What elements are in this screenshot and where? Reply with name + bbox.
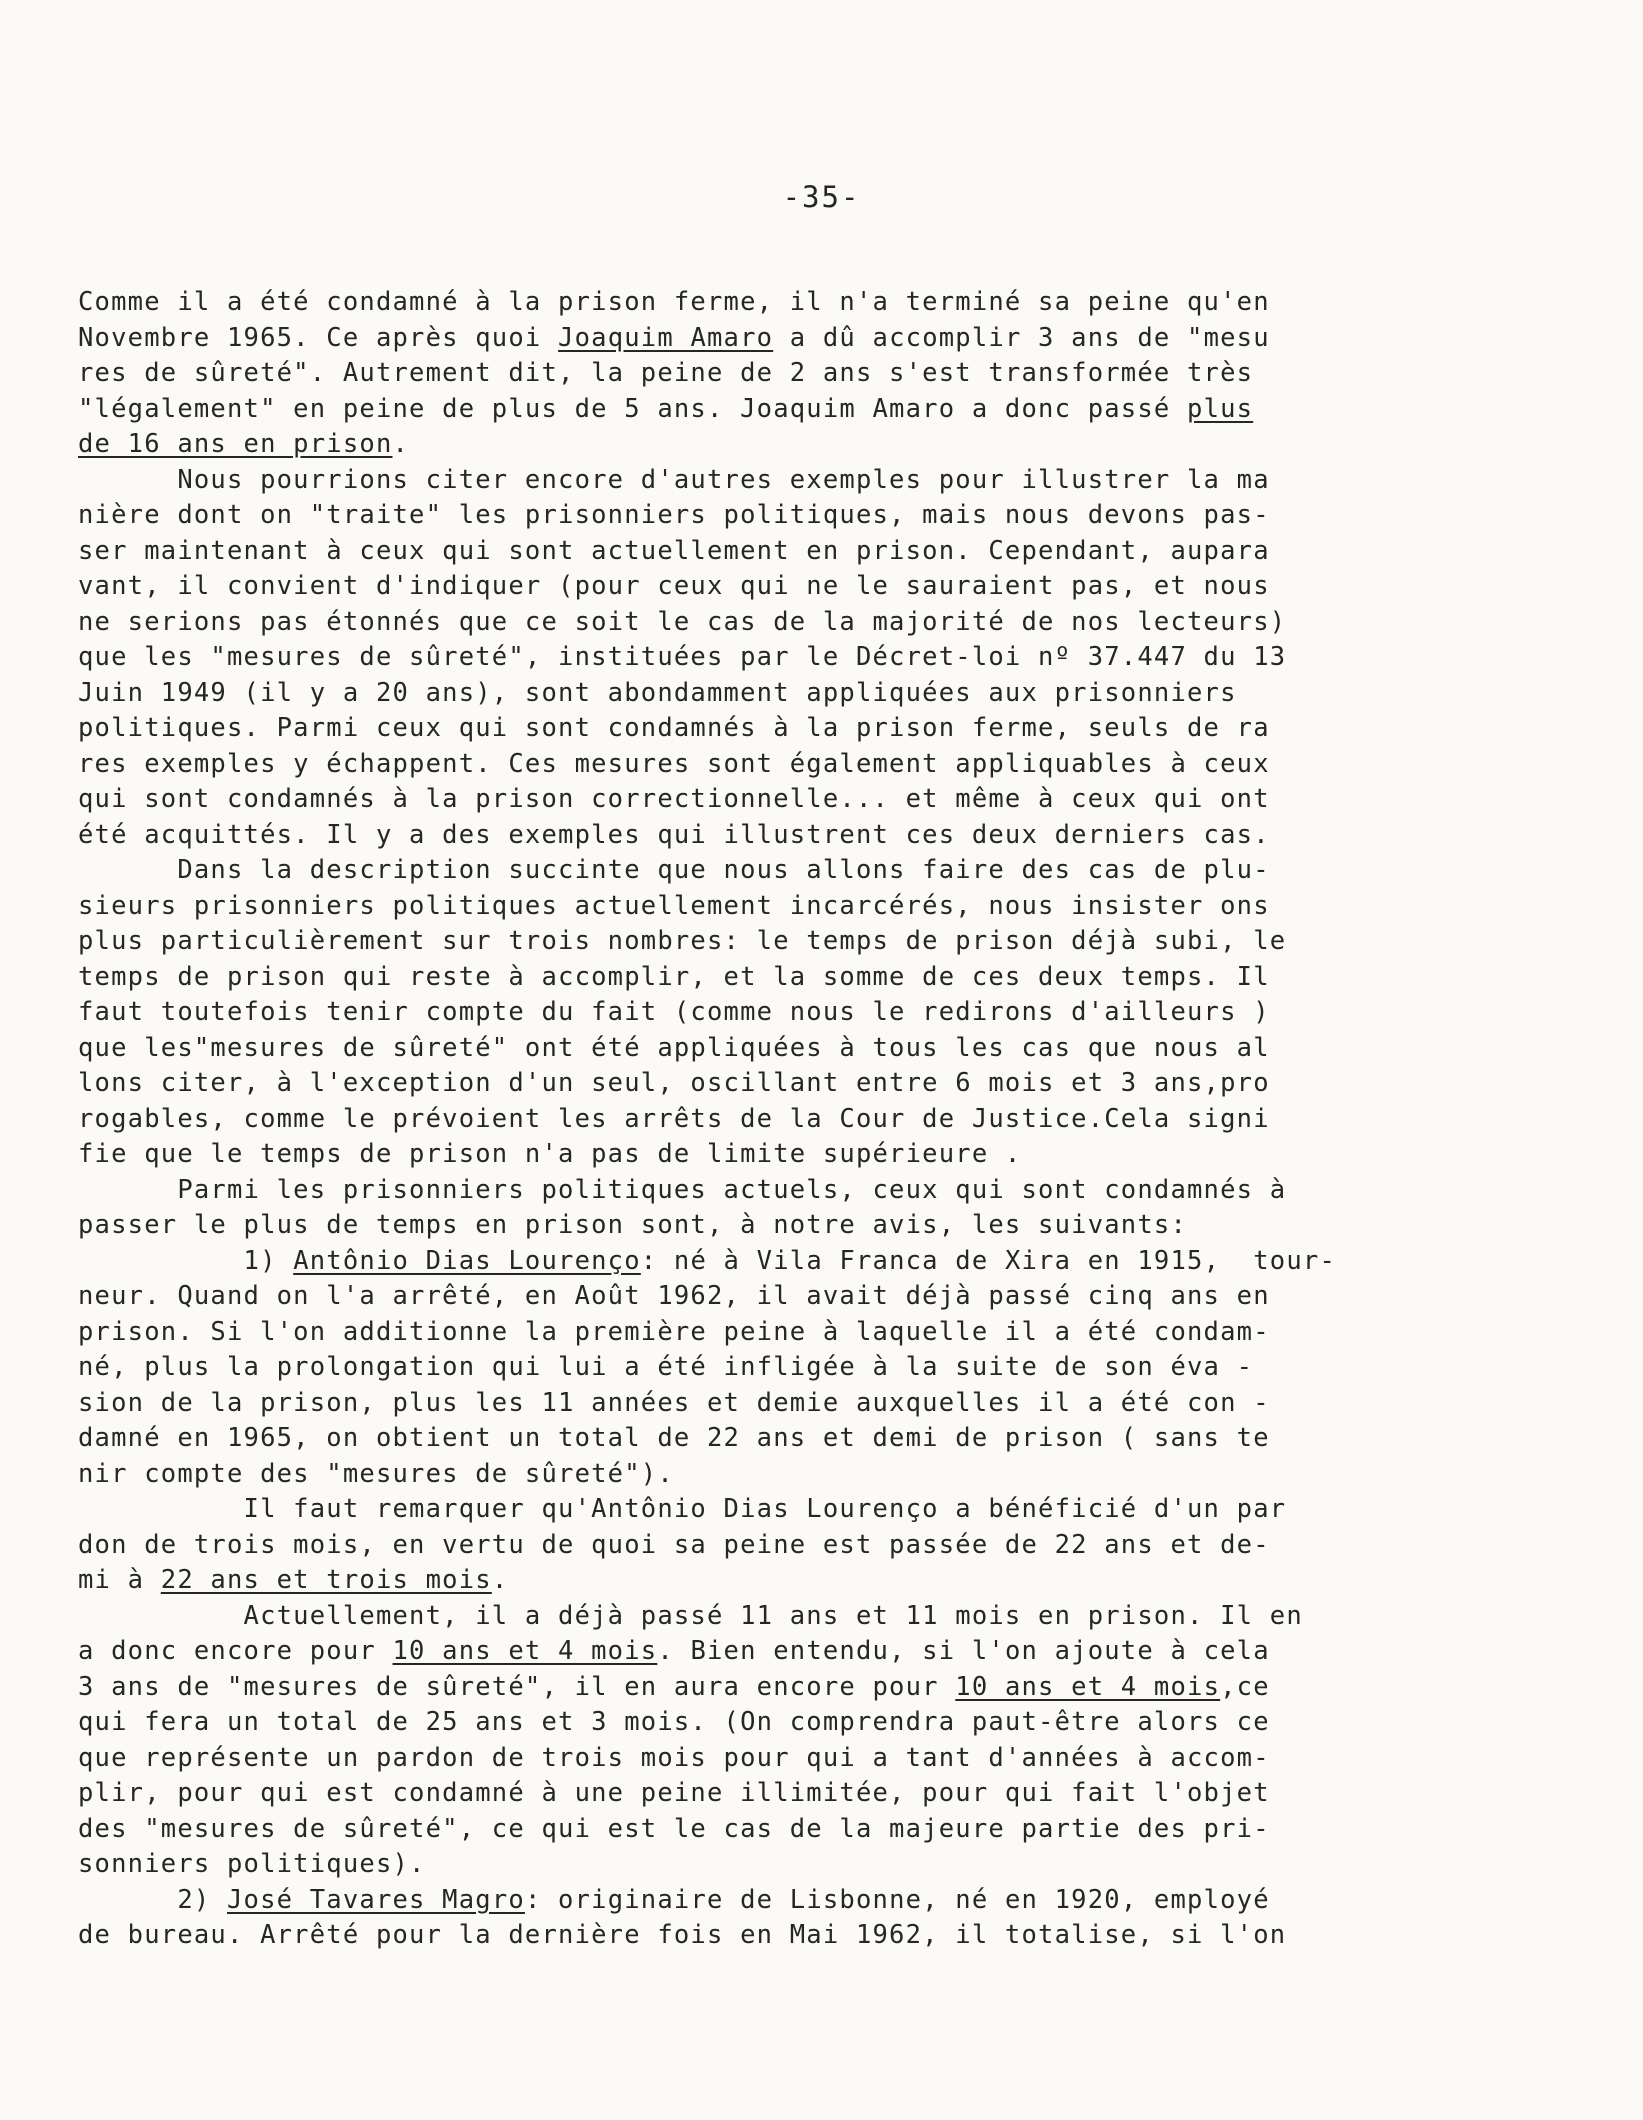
text-segment: que les "mesures de sûreté", instituées par le Décret-loi nº 37.447 du 13 bbox=[78, 642, 1287, 672]
underlined-text: 10 ans et 4 mois bbox=[955, 1671, 1221, 1702]
text-line bbox=[78, 1066, 1548, 1102]
text-line bbox=[78, 1847, 1548, 1883]
text-segment: temps de prison qui reste à accomplir, et la somme de ces deux temps. Il bbox=[78, 961, 1270, 992]
text-line bbox=[78, 1812, 1548, 1848]
text-line bbox=[78, 1457, 1548, 1493]
text-segment: Juin 1949 (il y a 20 ans), sont abondamment appliquées aux prisonniers bbox=[78, 677, 1237, 708]
text-line bbox=[78, 1705, 1548, 1741]
text-segment: res de sûreté". Autrement dit, la peine de 2 ans s'est transformée très bbox=[78, 358, 1254, 388]
page-number: -35- bbox=[782, 180, 861, 214]
text-segment: passer le plus de temps en prison sont, à notre avis, les suivants: bbox=[78, 1210, 1188, 1240]
text-segment: rogables, comme le prévoient les arrêts de la Cour de Justice.Cela signi bbox=[78, 1103, 1270, 1134]
text-line bbox=[78, 534, 1548, 570]
text-line bbox=[78, 392, 1548, 428]
text-line bbox=[78, 498, 1548, 534]
text-line bbox=[78, 1634, 1548, 1670]
underlined-text: de 16 ans en prison bbox=[78, 429, 393, 459]
text-line bbox=[78, 356, 1548, 392]
text-line bbox=[78, 569, 1548, 605]
text-line bbox=[78, 1741, 1548, 1777]
text-line bbox=[78, 427, 1548, 463]
text-segment: . bbox=[392, 429, 410, 459]
text-segment: nir compte des "mesures de sûreté"). bbox=[78, 1458, 674, 1489]
underlined-text: plus bbox=[1187, 393, 1254, 424]
text-line bbox=[78, 960, 1548, 996]
text-segment: faut toutefois tenir compte du fait (comme nous le redirons d'ailleurs ) bbox=[78, 997, 1270, 1027]
text-segment: vant, il convient d'indiquer (pour ceux qui ne le sauraient pas, et nous bbox=[78, 571, 1270, 601]
text-segment: Actuellement, il a déjà passé 11 ans et 11 mois en prison. Il en bbox=[78, 1600, 1303, 1631]
text-segment: plir, pour qui est condamné à une peine illimitée, pour qui fait l'objet bbox=[78, 1778, 1270, 1808]
text-segment: . bbox=[491, 1565, 509, 1595]
text-line bbox=[78, 676, 1548, 712]
text-segment: qui sont condamnés à la prison correctionnelle... et même à ceux qui ont bbox=[78, 784, 1270, 814]
text-segment: que les"mesures de sûreté" ont été appliquées à tous les cas que nous al bbox=[78, 1032, 1270, 1063]
text-segment: a dû accomplir 3 ans de "mesu bbox=[773, 322, 1270, 353]
text-line bbox=[78, 1883, 1548, 1919]
text-segment: lons citer, à l'exception d'un seul, oscillant entre 6 mois et 3 ans,pro bbox=[78, 1068, 1270, 1098]
text-line bbox=[78, 1528, 1548, 1564]
text-line bbox=[78, 1599, 1548, 1635]
text-segment: 3 ans de "mesures de sûreté", il en aura encore pour bbox=[78, 1671, 956, 1702]
text-segment: res exemples y échappent. Ces mesures sont également appliquables à ceux bbox=[78, 748, 1270, 779]
text-line bbox=[78, 1208, 1548, 1244]
text-line bbox=[78, 321, 1548, 357]
underlined-text: 22 ans et trois mois bbox=[160, 1565, 492, 1595]
text-line bbox=[78, 924, 1548, 960]
text-segment: Comme il a été condamné à la prison ferme, il n'a terminé sa peine qu'en bbox=[78, 287, 1270, 317]
text-segment: qui fera un total de 25 ans et 3 mois. (On comprendra paut-être alors ce bbox=[78, 1707, 1270, 1737]
text-line bbox=[78, 853, 1548, 889]
text-segment: nière dont on "traite" les prisonniers politiques, mais nous devons pas- bbox=[78, 500, 1270, 530]
text-segment: : né à Vila Franca de Xira en 1915, tour- bbox=[640, 1245, 1336, 1276]
text-segment: plus particulièrement sur trois nombres: le temps de prison déjà subi, le bbox=[78, 926, 1287, 956]
text-line bbox=[78, 711, 1548, 747]
text-line bbox=[78, 1386, 1548, 1422]
underlined-text: Joaquim Amaro bbox=[558, 322, 774, 353]
text-segment: fie que le temps de prison n'a pas de limite supérieure . bbox=[78, 1139, 1022, 1169]
text-segment: "légalement" en peine de plus de 5 ans. Joaquim Amaro a donc passé bbox=[78, 393, 1188, 424]
text-segment: ,ce bbox=[1220, 1671, 1270, 1702]
text-line bbox=[78, 1102, 1548, 1138]
text-line bbox=[78, 1492, 1548, 1528]
text-segment: été acquittés. Il y a des exemples qui illustrent ces deux derniers cas. bbox=[78, 819, 1270, 850]
text-line bbox=[78, 1421, 1548, 1457]
text-line bbox=[78, 640, 1548, 676]
text-segment: Dans la description succinte que nous allons faire des cas de plu- bbox=[78, 855, 1270, 885]
text-line bbox=[78, 1244, 1548, 1280]
text-line bbox=[78, 1918, 1548, 1954]
text-segment: sonniers politiques). bbox=[78, 1849, 426, 1879]
text-segment: neur. Quand on l'a arrêté, en Août 1962, il avait déjà passé cinq ans en bbox=[78, 1281, 1270, 1311]
text-segment: ne serions pas étonnés que ce soit le cas de la majorité de nos lecteurs) bbox=[78, 606, 1287, 637]
text-line bbox=[78, 1137, 1548, 1173]
text-segment: a donc encore pour bbox=[78, 1636, 393, 1666]
text-line bbox=[78, 1031, 1548, 1067]
text-segment: 2) bbox=[78, 1884, 227, 1915]
text-segment: Nous pourrions citer encore d'autres exemples pour illustrer la ma bbox=[78, 464, 1270, 495]
text-segment: politiques. Parmi ceux qui sont condamnés à la prison ferme, seuls de ra bbox=[78, 713, 1270, 743]
text-segment: né, plus la prolongation qui lui a été infligée à la suite de son éva - bbox=[78, 1352, 1254, 1382]
text-segment: mi à bbox=[78, 1565, 161, 1595]
text-line bbox=[78, 1279, 1548, 1315]
text-segment: 1) bbox=[78, 1245, 294, 1276]
underlined-text: José Tavares Magro bbox=[226, 1884, 525, 1915]
text-segment: don de trois mois, en vertu de quoi sa peine est passée de 22 ans et de- bbox=[78, 1529, 1270, 1560]
text-segment: de bureau. Arrêté pour la dernière fois en Mai 1962, il totalise, si l'on bbox=[78, 1920, 1287, 1950]
underlined-text: 10 ans et 4 mois bbox=[392, 1636, 658, 1666]
text-segment: des "mesures de sûreté", ce qui est le cas de la majeure partie des pri- bbox=[78, 1813, 1270, 1844]
text-segment: Il faut remarquer qu'Antônio Dias Lourenço a bénéficié d'un par bbox=[78, 1494, 1287, 1524]
text-line bbox=[78, 1350, 1548, 1386]
text-segment: . Bien entendu, si l'on ajoute à cela bbox=[657, 1636, 1270, 1666]
underlined-text: Antônio Dias Lourenço bbox=[293, 1245, 641, 1276]
text-segment: prison. Si l'on additionne la première peine à laquelle il a été condam- bbox=[78, 1316, 1270, 1347]
text-segment: damné en 1965, on obtient un total de 22 ans et demi de prison ( sans te bbox=[78, 1423, 1270, 1453]
text-line bbox=[78, 747, 1548, 783]
text-line bbox=[78, 782, 1548, 818]
text-line bbox=[78, 1776, 1548, 1812]
text-line bbox=[78, 1315, 1548, 1351]
text-line bbox=[78, 1173, 1548, 1209]
text-segment: ser maintenant à ceux qui sont actuellement en prison. Cependant, aupara bbox=[78, 535, 1270, 566]
text-segment: sieurs prisonniers politiques actuellement incarcérés, nous insister ons bbox=[78, 890, 1270, 921]
document-body bbox=[78, 285, 1548, 1954]
text-line bbox=[78, 285, 1548, 321]
text-line bbox=[78, 818, 1548, 854]
text-line bbox=[78, 1670, 1548, 1706]
text-segment: Parmi les prisonniers politiques actuels, ceux qui sont condamnés à bbox=[78, 1174, 1287, 1205]
text-line bbox=[78, 995, 1548, 1031]
text-segment: que représente un pardon de trois mois pour qui a tant d'années à accom- bbox=[78, 1742, 1270, 1773]
text-segment: Novembre 1965. Ce après quoi bbox=[78, 322, 559, 353]
text-segment: sion de la prison, plus les 11 années et demie auxquelles il a été con - bbox=[78, 1387, 1270, 1418]
text-line bbox=[78, 1563, 1548, 1599]
text-segment: : originaire de Lisbonne, né en 1920, employé bbox=[524, 1884, 1270, 1915]
text-line bbox=[78, 605, 1548, 641]
text-line bbox=[78, 463, 1548, 499]
text-line bbox=[78, 889, 1548, 925]
